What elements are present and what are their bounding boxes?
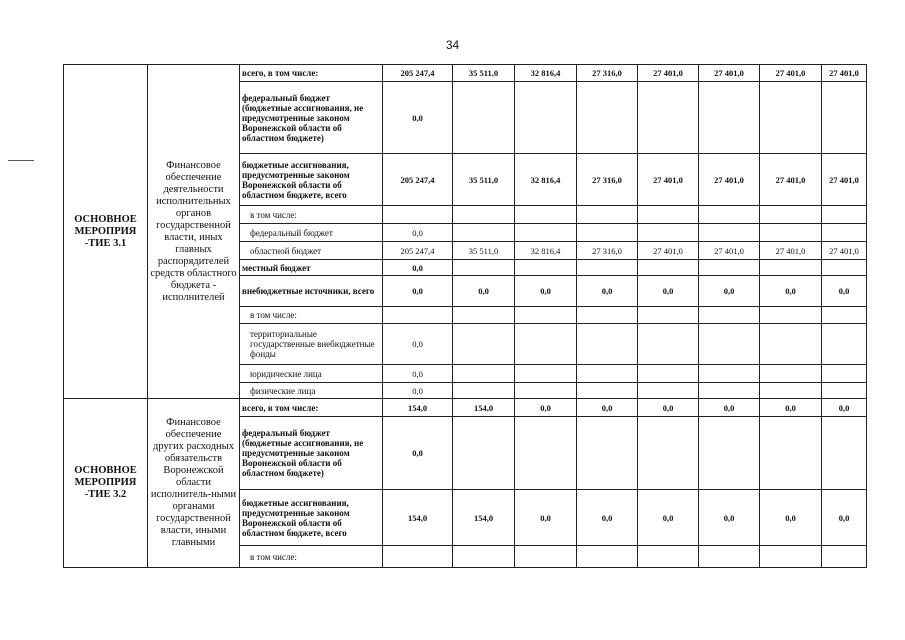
amount-cell: 27 401,0	[822, 242, 867, 260]
amount-cell: 154,0	[383, 490, 453, 546]
amount-cell	[760, 260, 822, 276]
amount-cell	[822, 224, 867, 242]
amount-cell	[822, 260, 867, 276]
amount-cell	[638, 546, 699, 568]
amount-cell	[515, 206, 577, 224]
amount-cell: 0,0	[638, 490, 699, 546]
amount-cell: 154,0	[453, 490, 515, 546]
amount-cell: 32 816,4	[515, 154, 577, 206]
amount-cell	[760, 365, 822, 383]
funding-source-label: бюджетные ассигнования, предусмотренные законом Воронежской области об областном бюджете, всего	[240, 490, 383, 546]
amount-cell: 0,0	[822, 490, 867, 546]
amount-cell	[822, 417, 867, 490]
amount-cell	[383, 206, 453, 224]
amount-cell	[638, 417, 699, 490]
amount-cell: 27 401,0	[760, 242, 822, 260]
amount-cell: 27 316,0	[577, 65, 638, 82]
amount-cell: 35 511,0	[453, 154, 515, 206]
amount-cell	[760, 324, 822, 365]
amount-cell: 0,0	[822, 399, 867, 417]
amount-cell	[383, 546, 453, 568]
amount-cell	[760, 224, 822, 242]
amount-cell	[699, 307, 760, 324]
amount-cell	[577, 324, 638, 365]
main-event-title: ОСНОВНОЕ МЕРОПРИЯ -ТИЕ 3.1	[64, 65, 148, 399]
amount-cell	[453, 365, 515, 383]
amount-cell	[577, 365, 638, 383]
amount-cell: 0,0	[577, 276, 638, 307]
amount-cell	[638, 260, 699, 276]
amount-cell	[638, 206, 699, 224]
amount-cell: 0,0	[383, 276, 453, 307]
funding-source-label: всего, в том числе:	[240, 399, 383, 417]
amount-cell: 0,0	[699, 276, 760, 307]
amount-cell	[822, 307, 867, 324]
amount-cell	[515, 546, 577, 568]
amount-cell: 27 401,0	[699, 242, 760, 260]
amount-cell	[699, 324, 760, 365]
amount-cell: 0,0	[515, 399, 577, 417]
amount-cell: 0,0	[515, 276, 577, 307]
amount-cell	[515, 224, 577, 242]
amount-cell	[822, 546, 867, 568]
funding-source-label: федеральный бюджет (бюджетные ассигнования, не предусмотренные законом Воронежской области об областном бюджете)	[240, 417, 383, 490]
amount-cell: 27 401,0	[760, 154, 822, 206]
amount-cell: 27 401,0	[822, 65, 867, 82]
amount-cell	[638, 324, 699, 365]
main-event-description: Финансовое обеспечение деятельности исполнительных органов государственной власти, иных главных распорядителей средств областного бюджета - исполнителей	[148, 65, 240, 399]
amount-cell: 35 511,0	[453, 242, 515, 260]
amount-cell	[453, 82, 515, 154]
amount-cell	[383, 307, 453, 324]
amount-cell	[577, 383, 638, 399]
margin-mark	[8, 160, 34, 161]
amount-cell	[577, 417, 638, 490]
amount-cell	[453, 307, 515, 324]
amount-cell: 0,0	[638, 399, 699, 417]
funding-source-label: федеральный бюджет (бюджетные ассигнования, не предусмотренные законом Воронежской области об областном бюджете)	[240, 82, 383, 154]
amount-cell: 27 401,0	[822, 154, 867, 206]
amount-cell	[760, 417, 822, 490]
amount-cell	[760, 206, 822, 224]
amount-cell: 27 401,0	[699, 65, 760, 82]
amount-cell	[577, 206, 638, 224]
amount-cell	[453, 324, 515, 365]
amount-cell	[760, 82, 822, 154]
amount-cell: 0,0	[383, 324, 453, 365]
funding-source-label: внебюджетные источники, всего	[240, 276, 383, 307]
amount-cell: 0,0	[515, 490, 577, 546]
amount-cell: 0,0	[383, 365, 453, 383]
amount-cell: 205 247,4	[383, 242, 453, 260]
funding-source-label: областной бюджет	[240, 242, 383, 260]
amount-cell	[515, 324, 577, 365]
amount-cell	[515, 307, 577, 324]
amount-cell	[699, 82, 760, 154]
amount-cell	[453, 224, 515, 242]
funding-source-label: местный бюджет	[240, 260, 383, 276]
amount-cell: 35 511,0	[453, 65, 515, 82]
funding-source-label: всего, в том числе:	[240, 65, 383, 82]
page-number: 34	[445, 38, 460, 52]
amount-cell: 205 247,4	[383, 154, 453, 206]
amount-cell: 0,0	[453, 276, 515, 307]
main-event-title: ОСНОВНОЕ МЕРОПРИЯ -ТИЕ 3.2	[64, 399, 148, 568]
amount-cell: 0,0	[383, 260, 453, 276]
amount-cell: 154,0	[453, 399, 515, 417]
amount-cell: 27 401,0	[699, 154, 760, 206]
amount-cell	[699, 417, 760, 490]
amount-cell	[699, 546, 760, 568]
amount-cell	[577, 224, 638, 242]
table-row	[64, 65, 867, 82]
amount-cell: 0,0	[383, 224, 453, 242]
amount-cell: 27 401,0	[638, 242, 699, 260]
amount-cell: 27 401,0	[760, 65, 822, 82]
funding-source-label: в том числе:	[240, 307, 383, 324]
amount-cell: 27 316,0	[577, 154, 638, 206]
amount-cell	[638, 383, 699, 399]
amount-cell: 0,0	[577, 490, 638, 546]
funding-source-label: федеральный бюджет	[240, 224, 383, 242]
amount-cell: 0,0	[383, 383, 453, 399]
amount-cell	[515, 417, 577, 490]
amount-cell	[699, 260, 760, 276]
amount-cell	[638, 224, 699, 242]
amount-cell	[453, 206, 515, 224]
funding-source-label: в том числе:	[240, 546, 383, 568]
amount-cell: 0,0	[383, 417, 453, 490]
amount-cell: 32 816,4	[515, 242, 577, 260]
amount-cell: 0,0	[760, 490, 822, 546]
amount-cell	[515, 260, 577, 276]
amount-cell	[822, 383, 867, 399]
amount-cell	[577, 260, 638, 276]
amount-cell: 0,0	[760, 276, 822, 307]
amount-cell	[760, 546, 822, 568]
amount-cell: 205 247,4	[383, 65, 453, 82]
amount-cell: 27 401,0	[638, 65, 699, 82]
amount-cell	[453, 546, 515, 568]
amount-cell	[760, 383, 822, 399]
amount-cell	[577, 307, 638, 324]
amount-cell: 0,0	[699, 399, 760, 417]
amount-cell	[699, 365, 760, 383]
amount-cell	[822, 206, 867, 224]
amount-cell	[699, 206, 760, 224]
amount-cell: 154,0	[383, 399, 453, 417]
amount-cell	[638, 365, 699, 383]
amount-cell: 0,0	[577, 399, 638, 417]
amount-cell	[760, 307, 822, 324]
amount-cell: 0,0	[638, 276, 699, 307]
main-event-description: Финансовое обеспечение других расходных обязательств Воронежской области исполнитель-ными органами государственной власти, иными главными	[148, 399, 240, 568]
amount-cell	[822, 82, 867, 154]
amount-cell: 32 816,4	[515, 65, 577, 82]
amount-cell	[515, 383, 577, 399]
funding-source-label: юридические лица	[240, 365, 383, 383]
amount-cell	[515, 82, 577, 154]
funding-source-label: в том числе:	[240, 206, 383, 224]
funding-source-label: территориальные государственные внебюджетные фонды	[240, 324, 383, 365]
budget-table	[63, 64, 867, 568]
amount-cell	[699, 224, 760, 242]
amount-cell	[822, 324, 867, 365]
amount-cell	[638, 307, 699, 324]
amount-cell	[638, 82, 699, 154]
amount-cell	[699, 383, 760, 399]
amount-cell	[577, 82, 638, 154]
amount-cell: 0,0	[699, 490, 760, 546]
funding-source-label: физические лица	[240, 383, 383, 399]
amount-cell: 0,0	[760, 399, 822, 417]
amount-cell	[453, 383, 515, 399]
amount-cell: 0,0	[822, 276, 867, 307]
amount-cell	[453, 260, 515, 276]
funding-source-label: бюджетные ассигнования, предусмотренные законом Воронежской области об областном бюджете, всего	[240, 154, 383, 206]
amount-cell: 27 316,0	[577, 242, 638, 260]
amount-cell	[515, 365, 577, 383]
table-row	[64, 399, 867, 417]
amount-cell: 0,0	[383, 82, 453, 154]
amount-cell	[577, 546, 638, 568]
amount-cell	[453, 417, 515, 490]
amount-cell: 27 401,0	[638, 154, 699, 206]
amount-cell	[822, 365, 867, 383]
